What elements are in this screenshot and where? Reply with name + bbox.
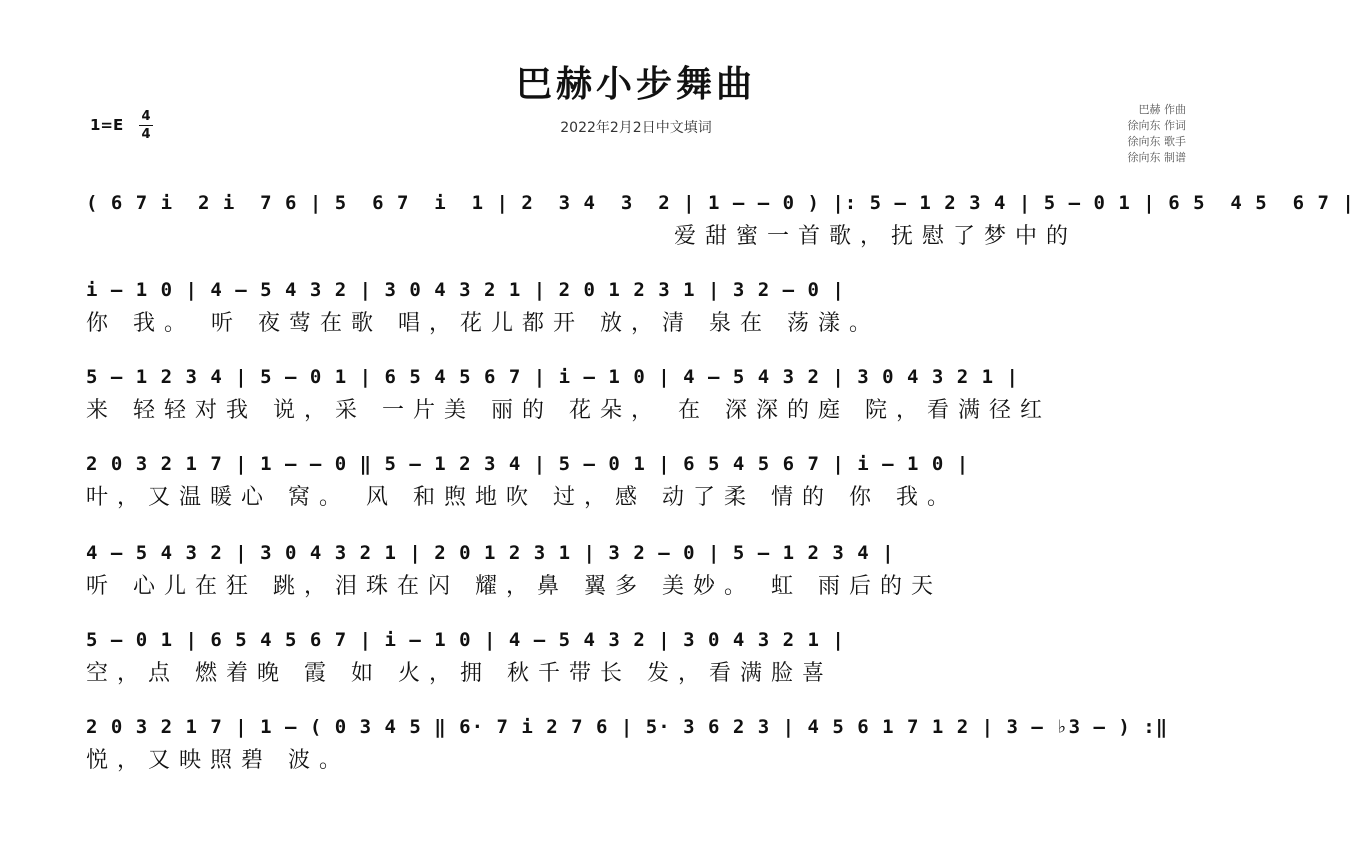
- credit-singer: 徐向东 歌手: [1127, 135, 1186, 148]
- page-title: 巴赫小步舞曲: [515, 64, 756, 105]
- score-system-6: [86, 623, 1186, 691]
- time-signature-top: 4: [141, 109, 151, 124]
- credit-composer: 巴赫 作曲: [1138, 103, 1186, 116]
- lyrics-line: 你 我。 听 夜莺在歌 唱，花儿都开 放，清 泉在 荡漾。: [86, 311, 880, 336]
- score-system-5: [86, 536, 1186, 604]
- notation-line: ( 6 7 i 2 i 7 6 | 5 6 7 i 1 | 2 3 4 3 2 | 1 – – 0 ) |: 5 – 1 2 3 4 | 5 – 0 1 | 6 5 4 5 6 7 |: [86, 192, 1355, 214]
- notation-line: 2 0 3 2 1 7 | 1 – ( 0 3 4 5 ‖ 6· 7 i 2 7 6 | 5· 3 6 2 3 | 4 5 6 1 7 1 2 | 3 – ♭3 – ) :‖: [86, 716, 1169, 738]
- lyrics-line: 爱甜蜜一首歌，抚慰了梦中的: [674, 224, 1078, 249]
- score-system-3: [86, 360, 1186, 428]
- notation-line: i – 1 0 | 4 – 5 4 3 2 | 3 0 4 3 2 1 | 2 0 1 2 3 1 | 3 2 – 0 |: [86, 279, 845, 301]
- lyrics-line: 听 心儿在狂 跳，泪珠在闪 耀，鼻 翼多 美妙。 虹 雨后的天: [86, 574, 942, 599]
- score-system-4: [86, 447, 1186, 515]
- key-signature: 1=E: [90, 116, 124, 134]
- lyrics-line: 空，点 燃着晚 霞 如 火，拥 秋千带长 发，看满脸喜: [86, 661, 833, 686]
- time-signature-bottom: 4: [139, 125, 153, 143]
- notation-line: 5 – 0 1 | 6 5 4 5 6 7 | i – 1 0 | 4 – 5 4 3 2 | 3 0 4 3 2 1 |: [86, 629, 845, 651]
- time-signature: [139, 108, 153, 143]
- notation-line: 5 – 1 2 3 4 | 5 – 0 1 | 6 5 4 5 6 7 | i – 1 0 | 4 – 5 4 3 2 | 3 0 4 3 2 1 |: [86, 366, 1019, 388]
- credits: [1128, 102, 1187, 166]
- subtitle: 2022年2月2日中文填词: [560, 120, 712, 136]
- score-system-2: [86, 273, 1186, 341]
- lyrics-line: 来 轻轻对我 说，采 一片美 丽的 花朵， 在 深深的庭 院，看满径红: [86, 398, 1051, 423]
- lyrics-line: 叶，又温暖心 窝。 风 和煦地吹 过，感 动了柔 情的 你 我。: [86, 485, 958, 510]
- score-system-1: [86, 186, 1355, 254]
- credit-lyricist: 徐向东 作词: [1127, 119, 1186, 132]
- score-system-7: [86, 710, 1186, 778]
- notation-line: 2 0 3 2 1 7 | 1 – – 0 ‖ 5 – 1 2 3 4 | 5 – 0 1 | 6 5 4 5 6 7 | i – 1 0 |: [86, 453, 970, 475]
- lyrics-line: 悦，又映照碧 波。: [86, 748, 350, 773]
- credit-transcriber: 徐向东 制谱: [1127, 151, 1186, 164]
- notation-line: 4 – 5 4 3 2 | 3 0 4 3 2 1 | 2 0 1 2 3 1 | 3 2 – 0 | 5 – 1 2 3 4 |: [86, 542, 895, 564]
